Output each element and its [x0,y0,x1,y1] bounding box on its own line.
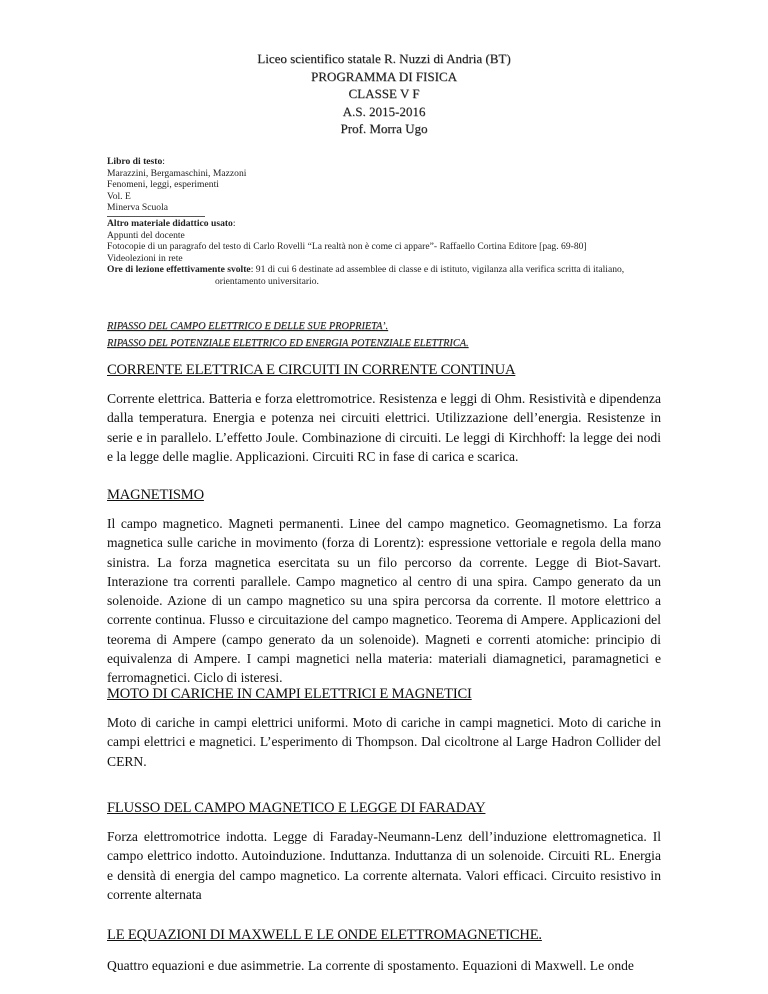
program-title: PROGRAMMA DI FISICA [311,68,457,84]
class-name: CLASSE V F [348,86,420,101]
review-topic: RIPASSO DEL POTENZIALE ELETTRICO ED ENERGIA POTENZIALE ELETTRICA. [107,338,469,349]
section-body: Moto di cariche in campi elettrici uniformi. Moto di cariche in campi magnetici. Moto di cariche in campi elettrici e magnetici. L’esperimento di Thompson. Dal cicoltrone al Large Hadron Collider del CERN. [107,715,661,769]
review-topic: RIPASSO DEL CAMPO ELETTRICO E DELLE SUE PROPRIETA’. [107,321,389,332]
textbook-line: Minerva Scuola [107,202,169,214]
section-body: Il campo magnetico. Magneti permanenti. Linee del campo magnetico. Geomagnetismo. La forza magnetica sulle cariche in movimento (forza di Lorentz): espressione vettoriale e regola della mano sinistra. La forza magnetica esercitata su un filo percorso da corrente. Legge di Biot-Savart. Interazione tra correnti parallele. Campo magnetico al centro di una spira. Campo generato da un solenoide. Azione di un campo magnetico su una spira percorsa da corrente. Il motore elettrico a corrente continua. Flusso e circuitazione del campo magnetico. Teorema di Ampere. Applicazioni del teorema di Ampere (campo generato da un solenoide). Magneti e correnti atomiche: principio di equivalenza di Ampere. I campi magnetici nella materia: materiali diamagnetici, paramagnetici e ferromagnetici. Ciclo di isteresi. [107,516,661,686]
textbook-line: Fenomeni, leggi, esperimenti [107,179,219,191]
course-materials [107,156,747,264]
textbook-label: Libro di testo [107,156,163,167]
materials-label: Altro materiale didattico usato [107,217,233,229]
textbook-line: Marazzini, Bergamaschini, Mazzoni [107,167,247,179]
hours-text-continued: orientamento universitario. [215,275,319,287]
materials-line: Fotocopie di un paragrafo del testo di Carlo Rovelli “La realtà non è come ci appare”- Raffaello Cortina Editore [pag. 69-80] [107,241,587,253]
section-body: Corrente elettrica. Batteria e forza elettromotrice. Resistenza e leggi di Ohm. Resistività e dipendenza dalla temperatura. Energia e potenza nei circuiti elettrici. Utilizzazione dell’energia. Resistenze in serie e in parallelo. L’effetto Joule. Combinazione di circuiti. Le leggi di Kirchhoff: la legge dei nodi e la legge delle maglie. Applicazioni. Circuiti RC in fase di carica e scarica. [107,391,661,464]
school-year: A.S. 2015-2016 [342,103,426,119]
section-title: MOTO DI CARICHE IN CAMPI ELETTRICI E MAGNETICI [107,686,472,702]
section-title: LE EQUAZIONI DI MAXWELL E LE ONDE ELETTROMAGNETICHE. [107,927,542,943]
materials-label-line: Altro materiale didattico usato: [107,217,236,229]
teacher-name: Prof. Morra Ugo [340,121,428,136]
textbook-label-line: Libro di testo: [107,156,165,167]
section-body: Quattro equazioni e due asimmetrie. La corrente di spostamento. Equazioni di Maxwell. Le onde [107,958,634,973]
materials-line: Appunti del docente [107,229,185,241]
review-topics [107,318,469,352]
hours-label: Ore di lezione effettivamente svolte [107,264,251,275]
divider [107,214,205,217]
hours-text: 91 di cui 6 destinate ad assemblee di classe e di istituto, vigilanza alla verifica scritta di italiano, [255,264,625,275]
textbook-line: Vol. E [107,190,131,202]
section-title: FLUSSO DEL CAMPO MAGNETICO E LEGGE DI FARADAY [107,800,486,816]
materials-line: Videolezioni in rete [107,252,183,264]
section-title: CORRENTE ELETTRICA E CIRCUITI IN CORRENTE CONTINUA [107,362,516,378]
section-body: Forza elettromotrice indotta. Legge di Faraday-Neumann-Lenz dell’induzione elettromagnetica. Il campo elettrico indotto. Autoinduzione. Induttanza. Induttanza di un solenoide. Circuiti RL. Energia e densità di energia del campo magnetico. La corrente alternata. Valori efficaci. Circuito resistivo in corrente alternata [107,829,661,902]
section-title: MAGNETISMO [107,487,204,503]
document-header [0,50,768,138]
school-name: Liceo scientifico statale R. Nuzzi di Andria (BT) [257,51,511,66]
lesson-hours: Ore di lezione effettivamente svolte: 91 di cui 6 destinate ad assemblee di classe e di istituto, vigilanza alla verifica scritta di italiano, orientamento universitario. [107,264,727,287]
